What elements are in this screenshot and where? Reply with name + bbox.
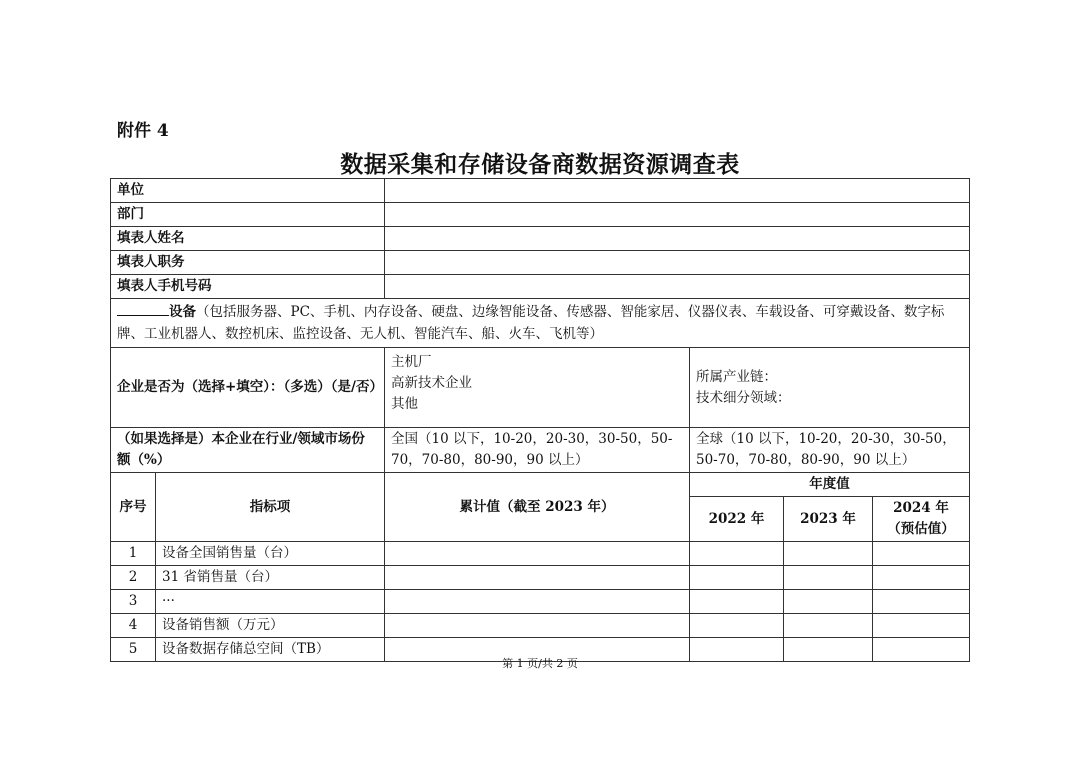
info-value-field[interactable] [385,203,970,227]
value-2023-field[interactable] [784,590,873,614]
table-row [111,566,970,590]
info-label: 单位 [111,179,385,203]
tech-field-label: 技术细分领域： [696,389,791,406]
info-label: 填表人手机号码 [111,275,385,299]
device-row [111,299,970,348]
info-label: 部门 [111,203,385,227]
market-share-label: （如果选择是）本企业在行业/领域市场份额（%） [111,428,385,473]
row-no: 4 [111,614,156,638]
option-high-tech[interactable]: 高新技术企业 [391,375,472,391]
info-value-field[interactable] [385,179,970,203]
value-2022-field[interactable] [690,542,784,566]
header-item: 指标项 [156,473,385,542]
table-row [111,542,970,566]
industry-chain-label: 所属产业链： [696,368,777,385]
info-label: 填表人姓名 [111,227,385,251]
value-2024-field[interactable] [873,542,970,566]
value-2022-field[interactable] [690,566,784,590]
row-no: 3 [111,590,156,614]
metrics-header-row [111,473,970,497]
info-row [111,203,970,227]
device-cell [111,299,970,348]
row-item: 设备全国销售量（台） [156,542,385,566]
row-no: 1 [111,542,156,566]
enterprise-type-row [111,348,970,428]
market-share-national[interactable]: 全国（10 以下，10-20，20-30，30-50，50-70，70-80，80-90，90 以上） [385,428,690,473]
cumulative-field[interactable] [385,566,690,590]
enterprise-type-options [385,348,690,428]
info-value-field[interactable] [385,251,970,275]
header-annual: 年度值 [690,473,970,497]
row-item: 设备销售额（万元） [156,614,385,638]
enterprise-type-label: 企业是否为（选择+填空）：（多选）（是/否） [111,348,385,428]
value-2022-field[interactable] [690,590,784,614]
value-2023-field[interactable] [784,542,873,566]
page-number: 第 1 页/共 2 页 [502,657,578,670]
info-value-field[interactable] [385,227,970,251]
value-2023-field[interactable] [784,614,873,638]
value-2024-field[interactable] [873,590,970,614]
cumulative-field[interactable] [385,614,690,638]
header-2022: 2022 年 [690,497,784,542]
market-share-global[interactable]: 全球（10 以下，10-20，20-30，30-50，50-70，70-80，80-90，90 以上） [690,428,970,473]
page-title: 数据采集和存储设备商数据资源调查表 [340,151,740,178]
row-item: 设备数据存储总空间（TB） [156,638,385,662]
header-2023: 2023 年 [784,497,873,542]
row-item: ··· [156,590,385,614]
survey-table [110,178,970,662]
row-no: 2 [111,566,156,590]
row-no: 5 [111,638,156,662]
value-2024-field[interactable] [873,566,970,590]
header-2024-note: （预估值） [887,521,955,537]
info-label: 填表人职务 [111,251,385,275]
header-cumulative: 累计值（截至 2023 年） [385,473,690,542]
row-item: 31 省销售量（台） [156,566,385,590]
info-row [111,251,970,275]
device-label: 设备 [169,304,196,320]
enterprise-chain-cell [690,348,970,428]
info-row [111,275,970,299]
table-row [111,614,970,638]
cumulative-field[interactable] [385,542,690,566]
cumulative-field[interactable] [385,590,690,614]
option-oem[interactable]: 主机厂 [391,354,432,370]
header-2024-year: 2024 年 [893,500,949,516]
device-blank-field[interactable] [117,301,169,316]
attachment-label: 附件 4 [117,121,169,141]
value-2022-field[interactable] [690,614,784,638]
info-row [111,227,970,251]
market-share-row [111,428,970,473]
value-2024-field[interactable] [873,614,970,638]
device-description: （包括服务器、PC、手机、内存设备、硬盘、边缘智能设备、传感器、智能家居、仪器仪表、车载设备、可穿戴设备、数字标牌、工业机器人、数控机床、监控设备、无人机、智能汽车、船、火车、飞机等） [117,304,945,342]
header-no: 序号 [111,473,156,542]
table-row [111,590,970,614]
info-row [111,179,970,203]
info-value-field[interactable] [385,275,970,299]
header-2024 [873,497,970,542]
value-2023-field[interactable] [784,566,873,590]
option-other[interactable]: 其他 [391,396,418,412]
